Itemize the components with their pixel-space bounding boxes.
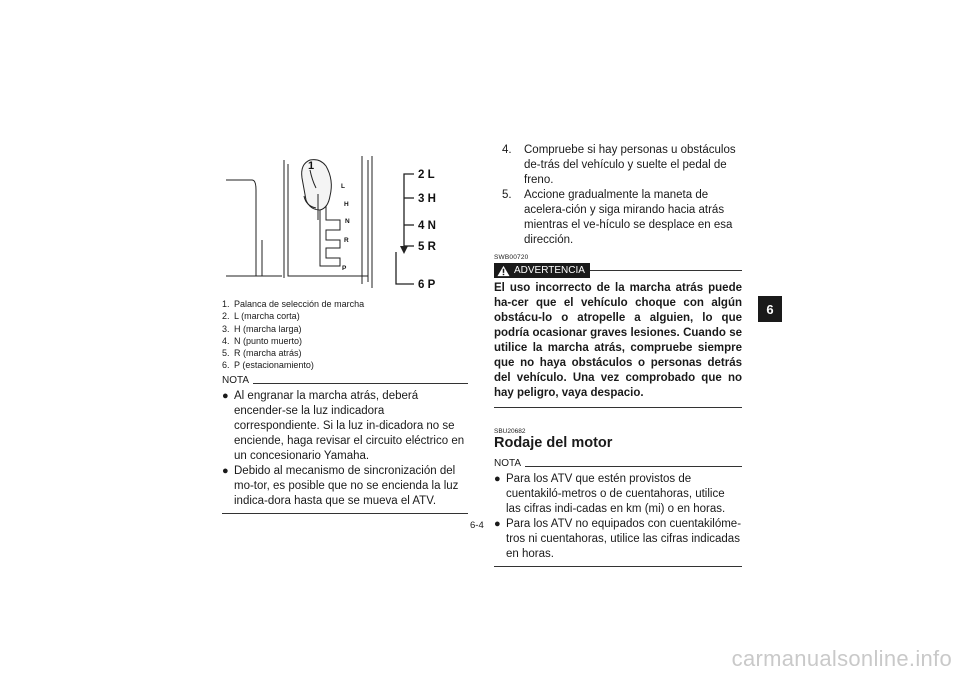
caption-item: 3. H (marcha larga) xyxy=(222,323,302,334)
warning-heading xyxy=(494,263,742,278)
caption-item: 4. N (punto muerto) xyxy=(222,335,303,346)
callout-1: 1 xyxy=(308,160,315,172)
divider xyxy=(494,566,742,567)
side-label-2l: 2 L xyxy=(418,169,435,181)
figure-caption-list xyxy=(222,298,364,372)
note-label: NOTA xyxy=(222,374,250,386)
divider xyxy=(222,513,468,514)
section-code: SBU20682 xyxy=(494,428,526,435)
caption-item: 1. Palanca de selección de marcha xyxy=(222,299,365,309)
warning-triangle-icon xyxy=(497,265,510,277)
divider xyxy=(494,407,742,408)
side-label-4n: 4 N xyxy=(418,220,436,232)
gate-label-p: P xyxy=(342,265,347,272)
section-title: Rodaje del motor xyxy=(494,435,613,451)
list-item: ● Al engranar la marcha atrás, deberá encender-se la luz indicadora correspondiente. Si la luz in-dicadora no se enciende, haga revisar el circuito eléctrico en un concesionario Yamaha. xyxy=(222,390,465,462)
list-item: 4. Compruebe si hay personas u obstáculos de-trás del vehículo y suelte el pedal de freno. xyxy=(502,144,736,186)
list-item: ● Para los ATV que estén provistos de cuentakiló-metros o de cuentahoras, utilice las cifras indi-cadas en km (mi) o en horas. xyxy=(494,473,726,515)
list-item: ● Debido al mecanismo de sincronización del mo-tor, es posible que no se encienda la luz indica-dora hasta que se mueva el ATV. xyxy=(222,465,459,507)
divider xyxy=(525,466,742,467)
gate-label-r: R xyxy=(344,237,349,244)
side-label-6p: 6 P xyxy=(418,279,436,291)
gear-selector-figure xyxy=(222,150,450,292)
divider xyxy=(253,383,468,384)
side-label-3h: 3 H xyxy=(418,193,436,205)
down-arrow-icon xyxy=(400,246,408,254)
gate-label-n: N xyxy=(345,218,350,225)
divider xyxy=(590,270,742,271)
caption-item: 5. R (marcha atrás) xyxy=(222,348,302,359)
caption-item: 2. L (marcha corta) xyxy=(222,311,300,322)
page-number: 6-4 xyxy=(470,520,484,531)
gear-selector-illustration xyxy=(222,150,450,292)
chapter-tab: 6 xyxy=(758,296,782,322)
note-bullet-list xyxy=(222,389,468,509)
warning-label: ADVERTENCIA xyxy=(514,265,585,276)
side-label-5r: 5 R xyxy=(418,241,436,253)
note-heading xyxy=(222,373,468,387)
warning-code: SWB00720 xyxy=(494,254,529,261)
note-heading xyxy=(494,456,742,470)
list-item: 5. Accione gradualmente la maneta de acelera-ción y siga mirando hacia atrás mientras el ve-hículo se desplace en esa dirección. xyxy=(502,189,733,246)
bullet-icon: ● xyxy=(222,390,229,402)
gate-label-l: L xyxy=(341,183,345,190)
list-item: ● Para los ATV no equipados con cuentakilóme-tros ni cuentahoras, utilice las cifras indicadas en horas. xyxy=(494,518,742,560)
warning-text: El uso incorrecto de la marcha atrás puede ha-cer que el vehículo choque con algún obstácu-lo o atropelle a alguien, lo que podría ocasionar graves lesiones. Cuando se utilice la marcha atrás, compruebe siempre que no haya obstáculos o personas detrás del vehículo. Una vez comprobado que no hay peligro, vaya despacio. xyxy=(494,282,742,399)
bullet-icon: ● xyxy=(222,465,229,477)
right-note-box xyxy=(494,456,742,567)
bullet-icon: ● xyxy=(494,473,501,485)
gate-label-h: H xyxy=(344,201,349,208)
note-bullet-list xyxy=(494,472,742,562)
bullet-icon: ● xyxy=(494,518,501,530)
warning-badge xyxy=(494,263,590,278)
right-column xyxy=(494,143,742,567)
left-note-box xyxy=(222,373,468,514)
note-label: NOTA xyxy=(494,457,522,469)
watermark: carmanualsonline.info xyxy=(731,646,952,671)
procedure-steps xyxy=(494,143,742,248)
caption-item: 6. P (estacionamiento) xyxy=(222,360,314,371)
